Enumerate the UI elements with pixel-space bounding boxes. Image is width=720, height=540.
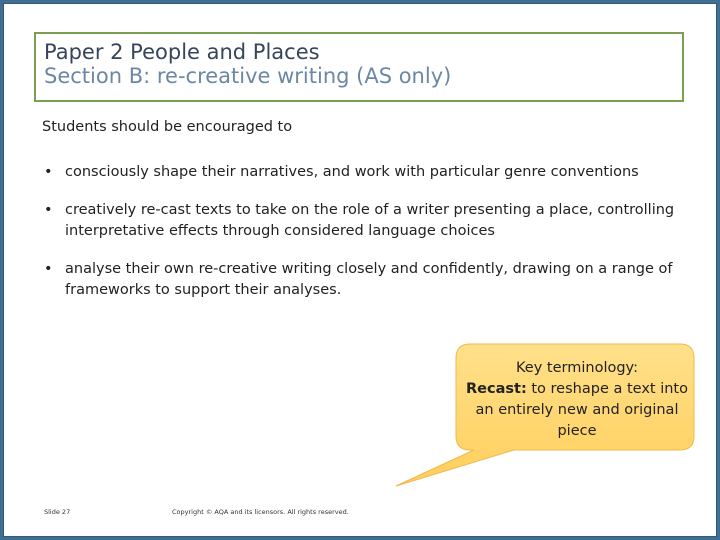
callout-term: Recast: bbox=[466, 381, 527, 398]
bullet-text: analyse their own re-creative writing closely and confidently, drawing on a range of frameworks to support their analyses. bbox=[65, 261, 673, 299]
slide-subtitle: Section B: re-creative writing (AS only) bbox=[44, 64, 452, 89]
bullet-marker: • bbox=[44, 164, 53, 180]
copyright-notice: Copyright © AQA and its licensors. All rights reserved. bbox=[172, 508, 349, 516]
slide-title: Paper 2 People and Places bbox=[44, 40, 320, 64]
bullet-marker: • bbox=[44, 261, 53, 278]
bullet-text: consciously shape their narratives, and work with particular genre conventions bbox=[65, 164, 639, 180]
bullet-text: creatively re-cast texts to take on the role of a writer presenting a place, controlling interpretative effects through considered language choices bbox=[65, 202, 675, 240]
callout-definition: to reshape a text into an entirely new and original piece bbox=[475, 381, 688, 440]
bullet-marker: • bbox=[44, 202, 53, 219]
callout-text bbox=[460, 358, 694, 442]
intro-text: Students should be encouraged to bbox=[42, 119, 293, 135]
callout-heading: Key terminology: bbox=[516, 360, 638, 376]
slide bbox=[4, 4, 716, 536]
slide-number: Slide 27 bbox=[44, 508, 71, 516]
callout-shape bbox=[4, 4, 716, 536]
callout-definition-line bbox=[460, 379, 694, 442]
